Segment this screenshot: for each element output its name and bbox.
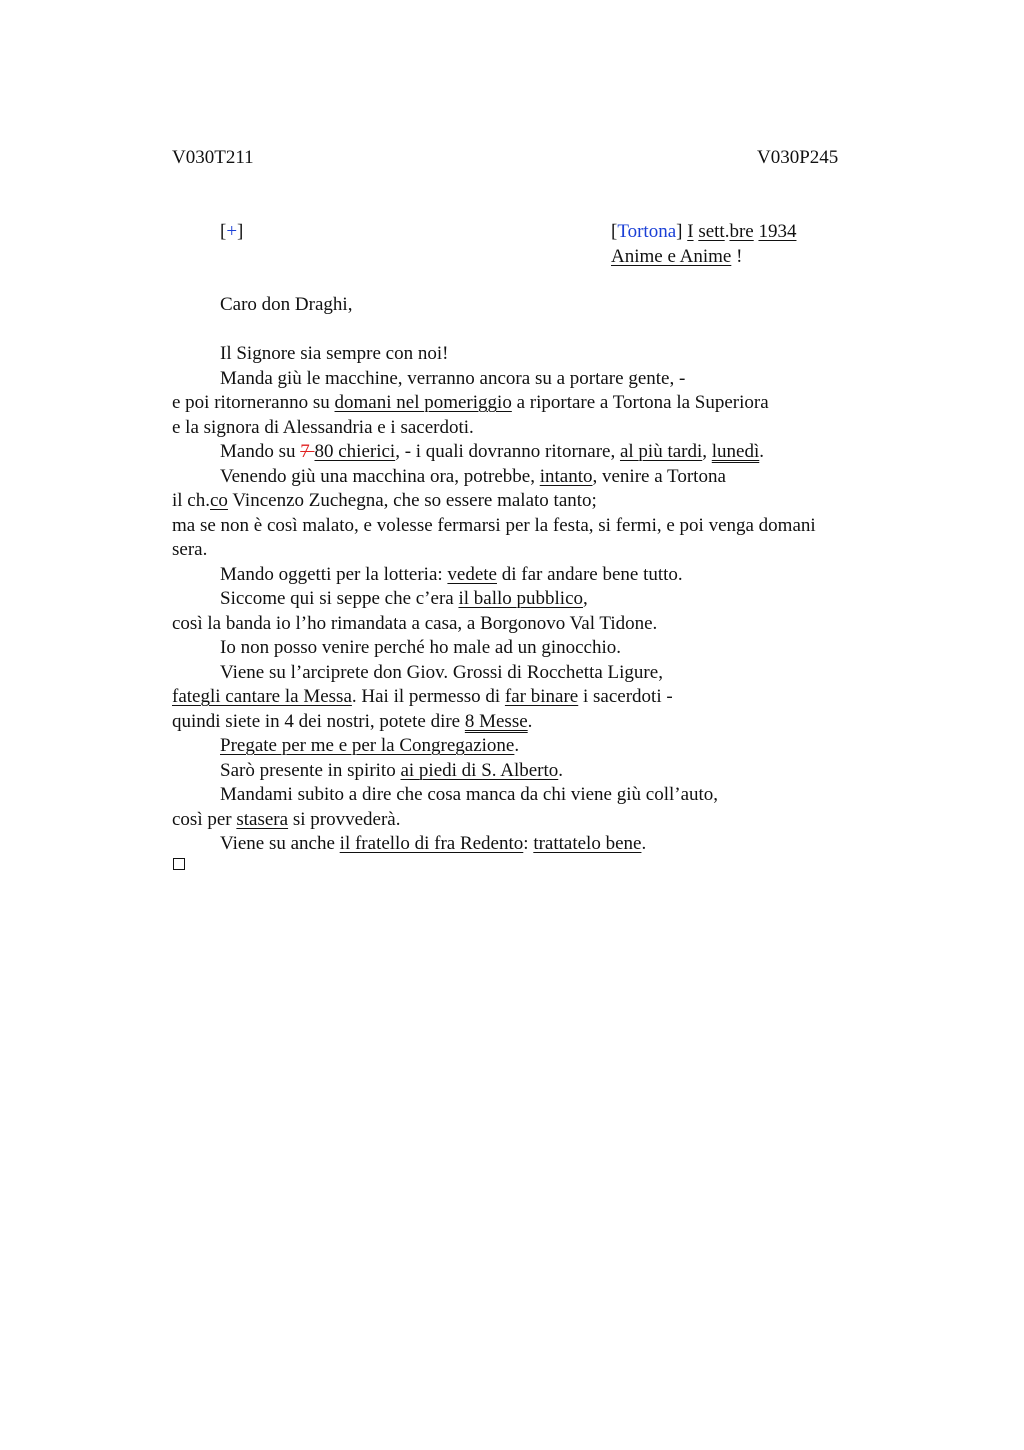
text-line: Siccome qui si seppe che c’era il ballo pubblico, xyxy=(220,588,588,609)
text-line: Il Signore sia sempre con noi! xyxy=(220,343,449,364)
text-line: Mandami subito a dire che cosa manca da chi viene giù coll’auto, xyxy=(220,784,719,805)
salutation: Caro don Draghi, xyxy=(220,294,353,315)
letter-body xyxy=(172,342,882,857)
text-line: sera. xyxy=(172,539,208,560)
text-line: Venendo giù una macchina ora, potrebbe, intanto, venire a Tortona xyxy=(220,465,726,487)
dateline xyxy=(611,220,796,269)
text-line: così la banda io l’ho rimandata a casa, a Borgonovo Val Tidone. xyxy=(172,612,658,634)
text-line: ma se non è così malato, e volesse fermarsi per la festa, si fermi, e poi venga domani xyxy=(172,514,816,536)
text-line: Mando su 7 80 chierici, - i quali dovranno ritornare, al più tardi, lunedì. xyxy=(220,441,765,462)
plus-marker: + xyxy=(226,221,238,242)
text-line: il ch.co Vincenzo Zuchegna, che so essere malato tanto; xyxy=(172,490,597,511)
motto: Anime e Anime xyxy=(611,245,732,267)
text-line: Pregate per me e per la Congregazione. xyxy=(220,735,520,756)
place-bracket-close: ] xyxy=(676,221,683,242)
date-month-a: sett xyxy=(698,221,725,242)
text-line: Mando oggetti per la lotteria: vedete di far andare bene tutto. xyxy=(220,563,683,585)
page-code-right: V030P245 xyxy=(757,147,839,168)
text-line: così per stasera si provvederà. xyxy=(172,808,401,830)
place-name: Tortona xyxy=(617,221,677,242)
bracket-close: ] xyxy=(237,221,244,242)
motto-line: Anime e Anime ! xyxy=(611,245,743,267)
date-day: I xyxy=(687,221,694,242)
text-line: quindi siete in 4 dei nostri, potete dire 8 Messe. xyxy=(172,710,533,732)
document-code-left: V030T211 xyxy=(172,147,254,168)
date-line: [Tortona] I sett.bre 1934 xyxy=(611,221,797,242)
text-line: Viene su anche il fratello di fra Redento: trattatelo bene. xyxy=(220,833,647,854)
editorial-marker xyxy=(220,220,243,244)
place-bracket-open: [ xyxy=(611,221,618,242)
deleted-text: 7 xyxy=(300,441,315,462)
text-line: Manda giù le macchine, verranno ancora su a portare gente, - xyxy=(220,367,686,389)
text-line: Viene su l’arciprete don Giov. Grossi di Rocchetta Ligure, xyxy=(220,661,663,683)
text-line: e la signora di Alessandria e i sacerdoti. xyxy=(172,416,474,438)
date-month-b: bre xyxy=(729,221,754,242)
text-line: e poi ritorneranno su domani nel pomeriggio a riportare a Tortona la Superiora xyxy=(172,392,769,413)
text-line: Sarò presente in spirito ai piedi di S. Alberto. xyxy=(220,759,564,781)
date-year: 1934 xyxy=(758,221,797,242)
text-line: fategli cantare la Messa. Hai il permesso di far binare i sacerdoti - xyxy=(172,686,673,707)
bracket-open: [ xyxy=(220,221,227,242)
text-line: Io non posso venire perché ho male ad un ginocchio. xyxy=(220,637,621,658)
end-of-letter-square-icon xyxy=(173,858,185,870)
